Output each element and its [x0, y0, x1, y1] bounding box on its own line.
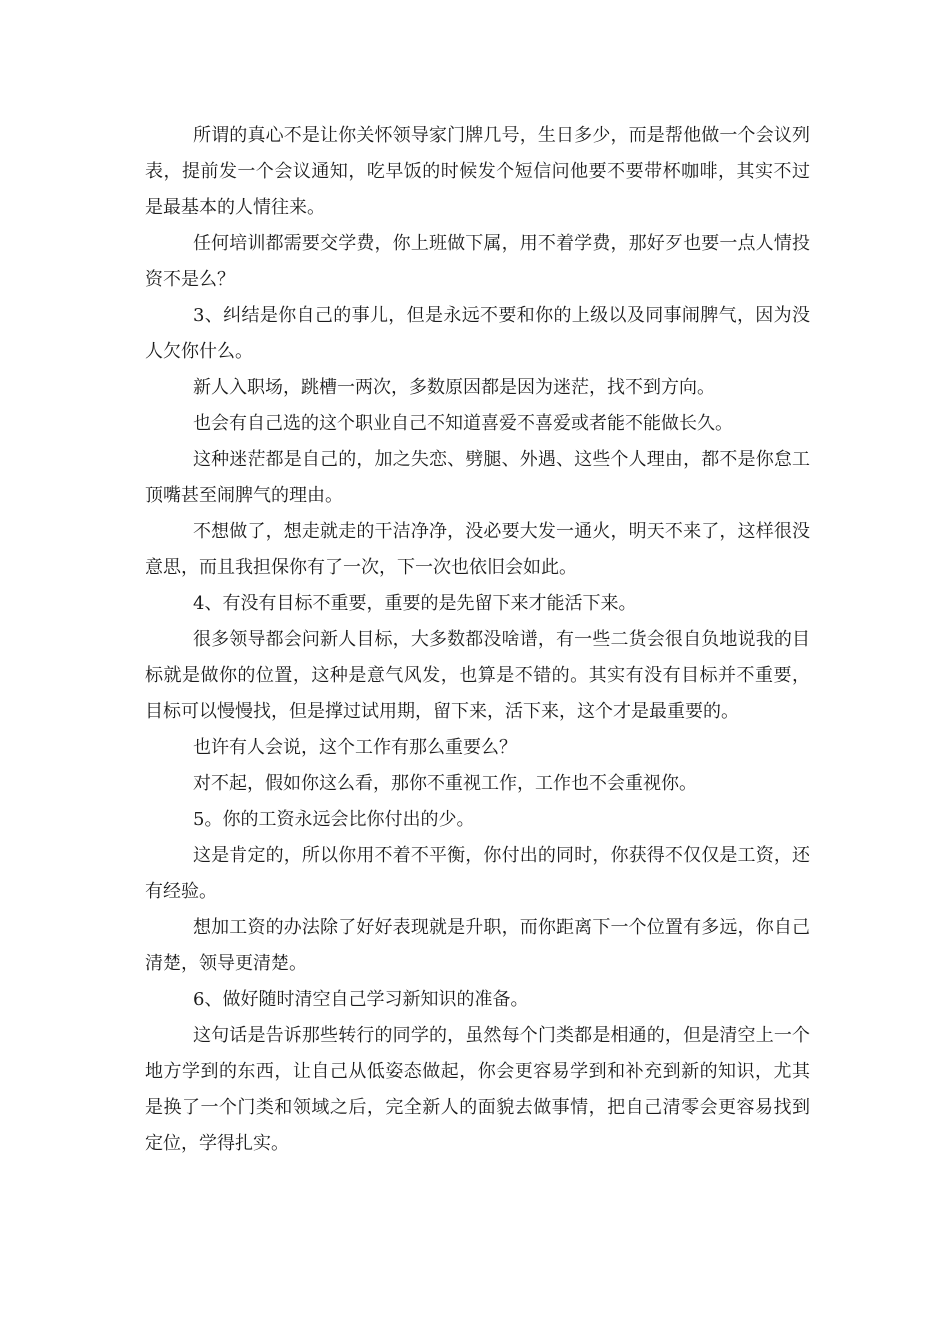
paragraph: 这句话是告诉那些转行的同学的，虽然每个门类都是相通的，但是清空上一个地方学到的东西，让自己从低姿态做起，你会更容易学到和补充到新的知识，尤其是换了一个门类和领域之后，完全新人的面貌去做事情，把自己清零会更容易找到定位，学得扎实。	[145, 1025, 810, 1154]
paragraph: 所谓的真心不是让你关怀领导家门牌几号，生日多少，而是帮他做一个会议列表，提前发一个会议通知，吃早饭的时候发个短信问他要不要带杯咖啡，其实不过是最基本的人情往来。	[145, 125, 810, 218]
paragraph: 对不起，假如你这么看，那你不重视工作，工作也不会重视你。	[193, 773, 697, 794]
paragraph: 新人入职场，跳槽一两次，多数原因都是因为迷茫，找不到方向。	[193, 377, 715, 398]
paragraph: 也许有人会说，这个工作有那么重要么？	[193, 737, 517, 758]
paragraph: 这是肯定的，所以你用不着不平衡，你付出的同时，你获得不仅仅是工资，还有经验。	[145, 845, 810, 902]
section-heading: 6、做好随时清空自己学习新知识的准备。	[193, 989, 529, 1010]
paragraph: 想加工资的办法除了好好表现就是升职，而你距离下一个位置有多远，你自己清楚，领导更清楚。	[145, 917, 810, 974]
document-body	[145, 118, 810, 1162]
paragraph: 这种迷茫都是自己的，加之失恋、劈腿、外遇、这些个人理由，都不是你怠工顶嘴甚至闹脾气的理由。	[145, 449, 810, 506]
section-heading: 5。你的工资永远会比你付出的少。	[193, 809, 475, 830]
paragraph: 也会有自己选的这个职业自己不知道喜爱不喜爱或者能不能做长久。	[193, 413, 733, 434]
paragraph: 很多领导都会问新人目标，大多数都没啥谱，有一些二货会很自负地说我的目标就是做你的位置，这种是意气风发，也算是不错的。其实有没有目标并不重要，目标可以慢慢找，但是撑过试用期，留下来，活下来，这个才是最重要的。	[145, 629, 810, 722]
paragraph: 任何培训都需要交学费，你上班做下属，用不着学费，那好歹也要一点人情投资不是么？	[145, 233, 810, 290]
section-heading: 4、有没有目标不重要，重要的是先留下来才能活下来。	[193, 593, 637, 614]
paragraph: 3、纠结是你自己的事儿，但是永远不要和你的上级以及同事闹脾气，因为没人欠你什么。	[145, 305, 810, 362]
paragraph: 不想做了，想走就走的干洁净净，没必要大发一通火，明天不来了，这样很没意思，而且我担保你有了一次，下一次也依旧会如此。	[145, 521, 810, 578]
